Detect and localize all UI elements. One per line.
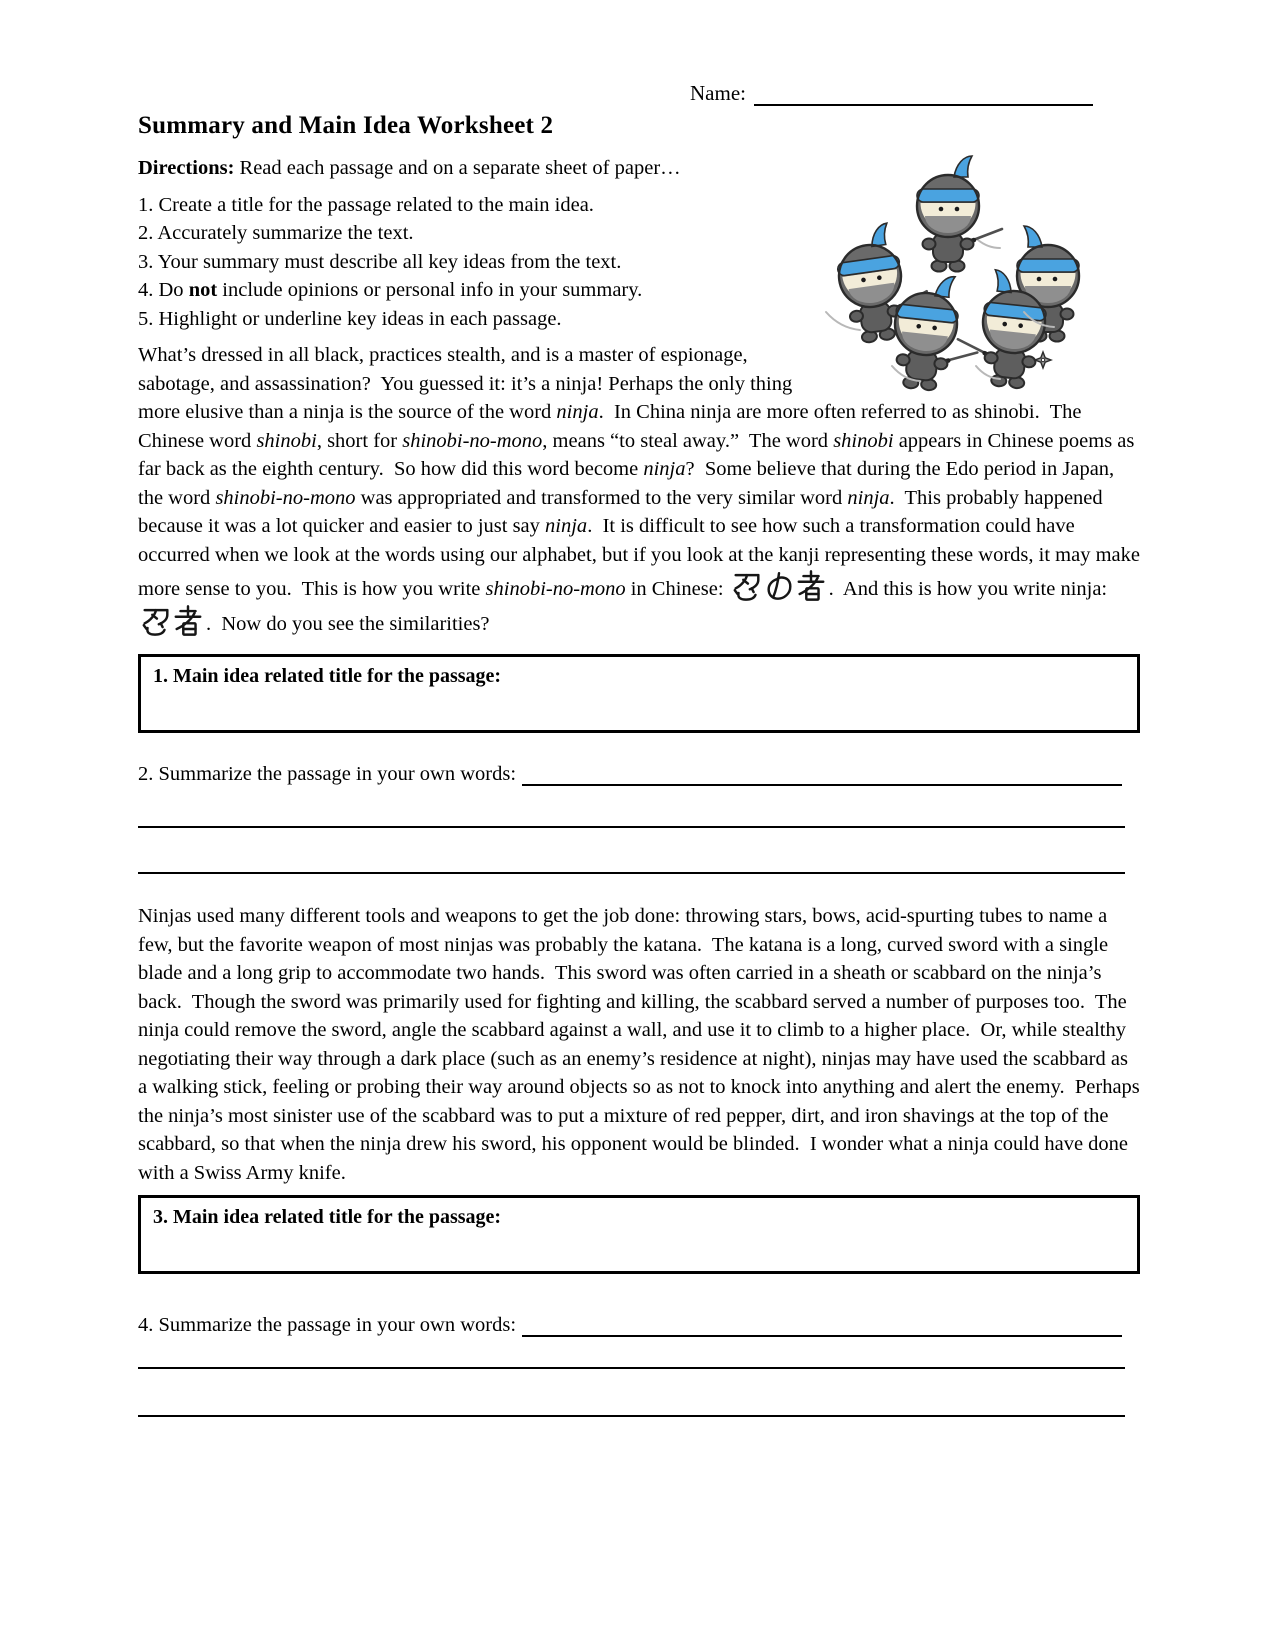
instruction-item-5: 5. Highlight or underline key ideas in each passage.	[138, 307, 562, 330]
name-row	[690, 80, 1140, 106]
name-label: Name:	[690, 81, 746, 105]
kanji-ninja	[140, 604, 204, 637]
passage-1-text-b: . And this is how you write ninja:	[828, 578, 1113, 601]
passage-1-text-a: What’s dressed in all black, practices stealth, and is a master of espionage, sabotage, and assassination? You guessed it: it’s a ninja! Perhaps the only thing more elusive than a ninja is the source of the word ninja. In China ninja are more often referred to as shinobi. The Chinese word shinobi, short for shinobi-no-mono, means “to steal away.” The word shinobi appears in Chinese poems as far back as the eighth century. So how did this word become ninja? Some believe that during the Edo period in Japan, the word shinobi-no-mono was appropriated and transformed to the very similar word ninja. This probably happened because it was a lot quicker and easier to just say ninja. It is difficult to see how such a transformation could have occurred when we look at the words using our alphabet, but if you look at the kanji representing these words, it may make more sense to you. This is how you write shinobi-no-mono in Chinese:	[138, 344, 1146, 601]
answer-line	[138, 1369, 1125, 1417]
passage-1-text-c: . Now do you see the similarities?	[206, 612, 490, 635]
name-blank-line	[754, 80, 1093, 106]
instruction-item-3: 3. Your summary must describe all key ideas from the text.	[138, 250, 622, 273]
instruction-item-4: 4. Do not include opinions or personal info in your summary.	[138, 279, 643, 302]
summarize-q2	[138, 759, 1140, 786]
summarize-q4	[138, 1310, 1140, 1337]
page-title: Summary and Main Idea Worksheet 2	[138, 112, 554, 139]
instruction-item-1: 1. Create a title for the passage related to the main idea.	[138, 193, 594, 216]
summarize-q2-label: 2. Summarize the passage in your own words:	[138, 763, 517, 786]
main-idea-box-1-label: 1. Main idea related title for the passage:	[153, 665, 502, 688]
shuriken-icon	[1035, 352, 1051, 368]
worksheet-page	[138, 0, 1146, 1417]
kanji-shinobi-no-mono	[731, 569, 827, 602]
main-idea-box-3-label: 3. Main idea related title for the passage:	[153, 1206, 502, 1229]
main-idea-box-1	[138, 654, 1140, 733]
instruction-item-2: 2. Accurately summarize the text.	[138, 222, 414, 245]
main-idea-box-3	[138, 1195, 1140, 1274]
ninja-clipart	[810, 154, 1082, 394]
ninja-clipart-wrap	[808, 180, 1140, 392]
directions-text: Read each passage and on a separate sheet of paper…	[234, 156, 681, 179]
answer-line	[138, 786, 1125, 828]
ninja-figure-top	[917, 156, 1002, 272]
answer-line	[138, 1337, 1125, 1369]
summarize-q4-blank-line	[522, 1310, 1122, 1337]
passage-2: Ninjas used many different tools and weapons to get the job done: throwing stars, bows, acid-spurting tubes to name a few, but the favorite weapon of most ninjas was probably the katana. The katana is a long, curved sword with a single blade and a long grip to accommodate two hands. This sword was often carried in a sheath or scabbard on the ninja’s back. Though the sword was primarily used for fighting and killing, the scabbard served a number of purposes too. The ninja could remove the sword, angle the scabbard against a wall, and use it to climb to a higher place. Or, while stealthy negotiating their way through a dark place (such as an enemy’s residence at night), ninjas may have used the scabbard as a walking stick, feeling or probing their way around objects so as not to knock into anything and alert the enemy. Perhaps the ninja’s most sinister use of the scabbard was to put a mixture of red pepper, dirt, and iron shavings at the top of the scabbard, so that when the ninja drew his sword, his opponent would be blinded. I wonder what a ninja could have done with a Swiss Army knife.	[138, 905, 1145, 1184]
summarize-q4-label: 4. Summarize the passage in your own words:	[138, 1314, 517, 1337]
answer-line	[138, 828, 1125, 874]
directions-label: Directions:	[138, 156, 235, 179]
summarize-q2-blank-line	[522, 759, 1122, 786]
